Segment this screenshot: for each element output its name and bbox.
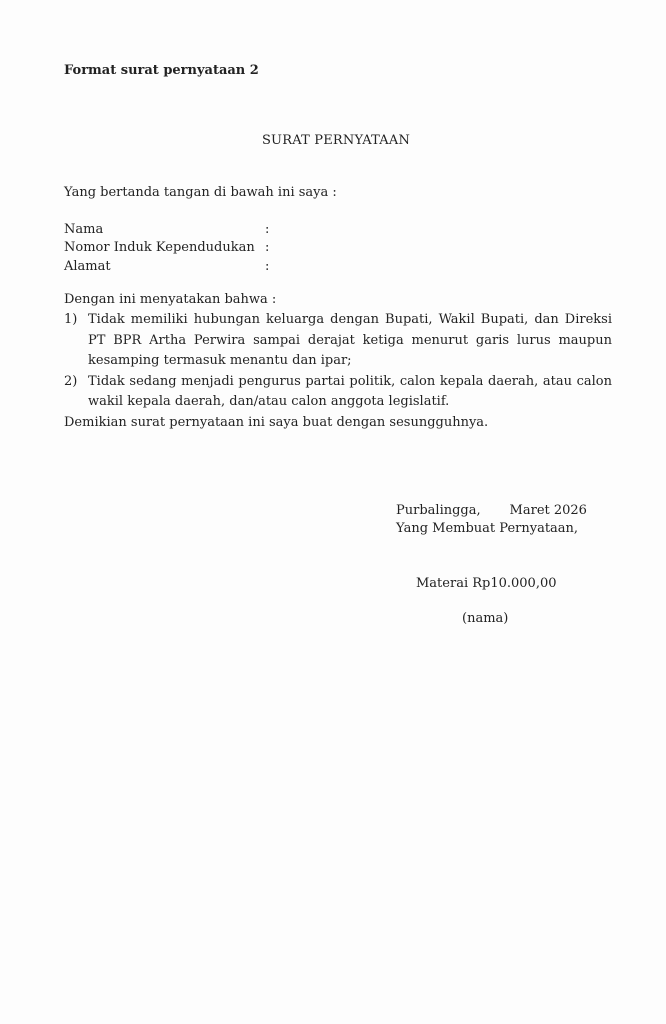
- statement-list: [64, 310, 612, 413]
- statement-number: 2): [64, 373, 78, 389]
- closing-text: Demikian surat pernyataan ini saya buat dengan sesungguhnya.: [64, 415, 489, 430]
- document-title: SURAT PERNYATAAN: [261, 133, 411, 148]
- field-colon-nama: :: [265, 222, 270, 237]
- format-title: Format surat pernyataan 2: [64, 63, 259, 78]
- field-colon-alamat: :: [265, 259, 270, 274]
- statement-item: [64, 310, 612, 372]
- meterai-label: Materai Rp10.000,00: [416, 576, 557, 591]
- statement-text: Tidak memiliki hubungan keluarga dengan Bupati, Wakil Bupati, dan Direksi PT BPR Artha Perwira sampai derajat ketiga menurut garis lurus maupun kesamping termasuk menantu dan ipar;: [88, 312, 612, 368]
- field-colon-nik: :: [265, 240, 270, 255]
- maker-label: Yang Membuat Pernyataan,: [396, 521, 579, 536]
- statement-item: [64, 372, 612, 413]
- statement-intro: Dengan ini menyatakan bahwa :: [64, 292, 277, 307]
- name-placeholder: (nama): [462, 611, 509, 626]
- field-label-nama: Nama: [64, 222, 104, 237]
- intro-text: Yang bertanda tangan di bawah ini saya :: [64, 185, 337, 200]
- field-label-alamat: Alamat: [64, 259, 111, 274]
- statement-number: 1): [64, 312, 78, 327]
- place-date: Purbalingga, Maret 2026: [396, 503, 587, 518]
- statement-text: Tidak sedang menjadi pengurus partai politik, calon kepala daerah, atau calon wakil kepala daerah, dan/atau calon anggota legislatif.: [88, 373, 612, 409]
- field-label-nik: Nomor Induk Kependudukan: [64, 240, 255, 255]
